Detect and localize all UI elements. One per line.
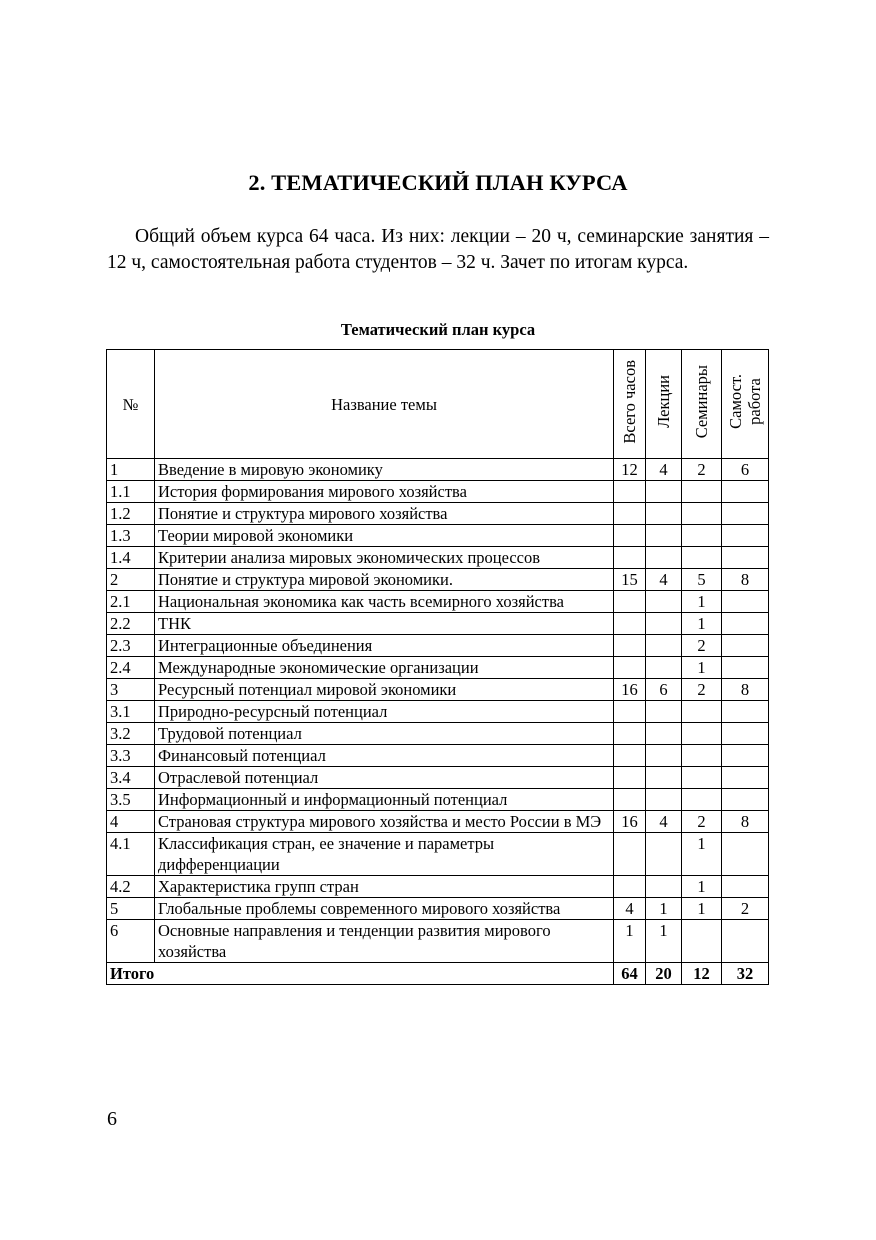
table-row [107, 701, 769, 723]
row-self-study: 8 [722, 569, 769, 591]
table-row [107, 679, 769, 701]
row-total-hours [614, 657, 646, 679]
totals-total-hours: 64 [614, 963, 646, 985]
row-topic: Интеграционные объединения [155, 635, 614, 657]
row-total-hours: 16 [614, 679, 646, 701]
row-code: 1.4 [107, 547, 155, 569]
table-header-row [107, 350, 769, 459]
row-lectures: 4 [646, 811, 682, 833]
row-topic: История формирования мирового хозяйства [155, 481, 614, 503]
table-row [107, 547, 769, 569]
row-self-study [722, 525, 769, 547]
row-code: 1.3 [107, 525, 155, 547]
row-topic: Страновая структура мирового хозяйства и место России в МЭ [155, 811, 614, 833]
row-topic: Понятие и структура мировой экономики. [155, 569, 614, 591]
row-seminars [682, 503, 722, 525]
header-lectures: Лекции [646, 350, 682, 459]
totals-self-study: 32 [722, 963, 769, 985]
row-seminars [682, 767, 722, 789]
row-code: 2.3 [107, 635, 155, 657]
row-seminars [682, 745, 722, 767]
row-total-hours: 1 [614, 920, 646, 963]
row-code: 4.2 [107, 876, 155, 898]
row-topic: Международные экономические организации [155, 657, 614, 679]
row-self-study [722, 701, 769, 723]
row-topic: Понятие и структура мирового хозяйства [155, 503, 614, 525]
row-seminars: 2 [682, 459, 722, 481]
row-topic: ТНК [155, 613, 614, 635]
row-total-hours [614, 503, 646, 525]
row-self-study: 6 [722, 459, 769, 481]
row-topic: Ресурсный потенциал мировой экономики [155, 679, 614, 701]
row-code: 2.2 [107, 613, 155, 635]
table-row [107, 481, 769, 503]
row-total-hours [614, 613, 646, 635]
row-total-hours [614, 481, 646, 503]
row-lectures [646, 613, 682, 635]
table-row [107, 635, 769, 657]
row-code: 1.1 [107, 481, 155, 503]
row-lectures [646, 657, 682, 679]
header-topic: Название темы [155, 350, 614, 459]
row-code: 3.2 [107, 723, 155, 745]
row-total-hours [614, 876, 646, 898]
row-lectures: 4 [646, 569, 682, 591]
row-self-study [722, 833, 769, 876]
row-seminars: 2 [682, 679, 722, 701]
row-lectures [646, 591, 682, 613]
row-topic: Отраслевой потенциал [155, 767, 614, 789]
row-self-study [722, 503, 769, 525]
table-row [107, 920, 769, 963]
row-seminars [682, 481, 722, 503]
header-number: № [107, 350, 155, 459]
page-title: 2. ТЕМАТИЧЕСКИЙ ПЛАН КУРСА [248, 170, 628, 195]
table-row [107, 833, 769, 876]
row-seminars: 2 [682, 811, 722, 833]
table-row [107, 767, 769, 789]
table-row [107, 657, 769, 679]
row-code: 4.1 [107, 833, 155, 876]
row-self-study: 2 [722, 898, 769, 920]
row-topic: Классификация стран, ее значение и параметры дифференциации [155, 833, 614, 876]
row-self-study [722, 920, 769, 963]
table-row [107, 876, 769, 898]
row-topic: Глобальные проблемы современного мирового хозяйства [155, 898, 614, 920]
row-code: 1.2 [107, 503, 155, 525]
row-seminars: 1 [682, 591, 722, 613]
row-lectures: 1 [646, 898, 682, 920]
totals-lectures: 20 [646, 963, 682, 985]
header-total-hours: Всего часов [614, 350, 646, 459]
row-lectures [646, 767, 682, 789]
row-seminars: 5 [682, 569, 722, 591]
header-seminars: Семинары [682, 350, 722, 459]
row-topic: Финансовый потенциал [155, 745, 614, 767]
row-code: 4 [107, 811, 155, 833]
row-total-hours: 12 [614, 459, 646, 481]
intro-paragraph: Общий объем курса 64 часа. Из них: лекции – 20 ч, семинарские занятия – 12 ч, самостоятельная работа студентов – 32 ч. Зачет по итогам курса. [107, 226, 769, 273]
row-seminars [682, 701, 722, 723]
row-lectures [646, 481, 682, 503]
table-row [107, 613, 769, 635]
table-row [107, 591, 769, 613]
row-topic: Национальная экономика как часть всемирного хозяйства [155, 591, 614, 613]
row-self-study [722, 723, 769, 745]
totals-seminars: 12 [682, 963, 722, 985]
row-code: 1 [107, 459, 155, 481]
row-seminars [682, 525, 722, 547]
table-row [107, 898, 769, 920]
row-lectures [646, 833, 682, 876]
row-self-study [722, 547, 769, 569]
row-seminars: 1 [682, 613, 722, 635]
totals-row [107, 963, 769, 985]
row-lectures: 4 [646, 459, 682, 481]
row-total-hours [614, 745, 646, 767]
row-seminars: 2 [682, 635, 722, 657]
row-lectures [646, 525, 682, 547]
table-row [107, 459, 769, 481]
row-code: 5 [107, 898, 155, 920]
row-topic: Информационный и информационный потенциал [155, 789, 614, 811]
row-total-hours [614, 591, 646, 613]
row-code: 3.3 [107, 745, 155, 767]
row-lectures [646, 789, 682, 811]
row-code: 6 [107, 920, 155, 963]
row-code: 2 [107, 569, 155, 591]
course-plan-table [106, 349, 769, 985]
row-lectures [646, 635, 682, 657]
row-topic: Критерии анализа мировых экономических процессов [155, 547, 614, 569]
row-topic: Теории мировой экономики [155, 525, 614, 547]
table-row [107, 569, 769, 591]
row-total-hours [614, 547, 646, 569]
row-self-study [722, 613, 769, 635]
row-code: 3 [107, 679, 155, 701]
row-self-study [722, 767, 769, 789]
table-row [107, 525, 769, 547]
totals-label: Итого [107, 963, 614, 985]
row-self-study [722, 481, 769, 503]
row-topic: Трудовой потенциал [155, 723, 614, 745]
page-number: 6 [107, 1108, 117, 1130]
row-seminars [682, 920, 722, 963]
table-row [107, 789, 769, 811]
row-total-hours: 15 [614, 569, 646, 591]
row-seminars: 1 [682, 898, 722, 920]
row-lectures [646, 701, 682, 723]
row-total-hours [614, 723, 646, 745]
header-self-study: Самост. работа [722, 350, 769, 459]
row-total-hours: 16 [614, 811, 646, 833]
row-lectures: 6 [646, 679, 682, 701]
row-topic: Характеристика групп стран [155, 876, 614, 898]
row-lectures [646, 723, 682, 745]
row-total-hours [614, 635, 646, 657]
row-self-study [722, 745, 769, 767]
row-seminars: 1 [682, 876, 722, 898]
table-row [107, 811, 769, 833]
row-lectures [646, 745, 682, 767]
table-row [107, 503, 769, 525]
row-code: 3.5 [107, 789, 155, 811]
row-topic: Введение в мировую экономику [155, 459, 614, 481]
row-seminars: 1 [682, 833, 722, 876]
row-self-study [722, 591, 769, 613]
row-total-hours [614, 833, 646, 876]
row-seminars [682, 723, 722, 745]
row-total-hours: 4 [614, 898, 646, 920]
row-seminars [682, 789, 722, 811]
row-lectures: 1 [646, 920, 682, 963]
row-self-study: 8 [722, 679, 769, 701]
table-row [107, 723, 769, 745]
row-lectures [646, 876, 682, 898]
row-topic: Природно-ресурсный потенциал [155, 701, 614, 723]
row-self-study [722, 876, 769, 898]
row-self-study [722, 657, 769, 679]
table-row [107, 745, 769, 767]
row-code: 3.4 [107, 767, 155, 789]
table-caption: Тематический план курса [340, 320, 536, 339]
row-lectures [646, 547, 682, 569]
row-lectures [646, 503, 682, 525]
row-code: 3.1 [107, 701, 155, 723]
row-self-study: 8 [722, 811, 769, 833]
row-seminars [682, 547, 722, 569]
row-code: 2.4 [107, 657, 155, 679]
row-self-study [722, 635, 769, 657]
row-self-study [722, 789, 769, 811]
row-total-hours [614, 789, 646, 811]
row-code: 2.1 [107, 591, 155, 613]
row-total-hours [614, 701, 646, 723]
row-seminars: 1 [682, 657, 722, 679]
row-total-hours [614, 767, 646, 789]
row-total-hours [614, 525, 646, 547]
row-topic: Основные направления и тенденции развития мирового хозяйства [155, 920, 614, 963]
